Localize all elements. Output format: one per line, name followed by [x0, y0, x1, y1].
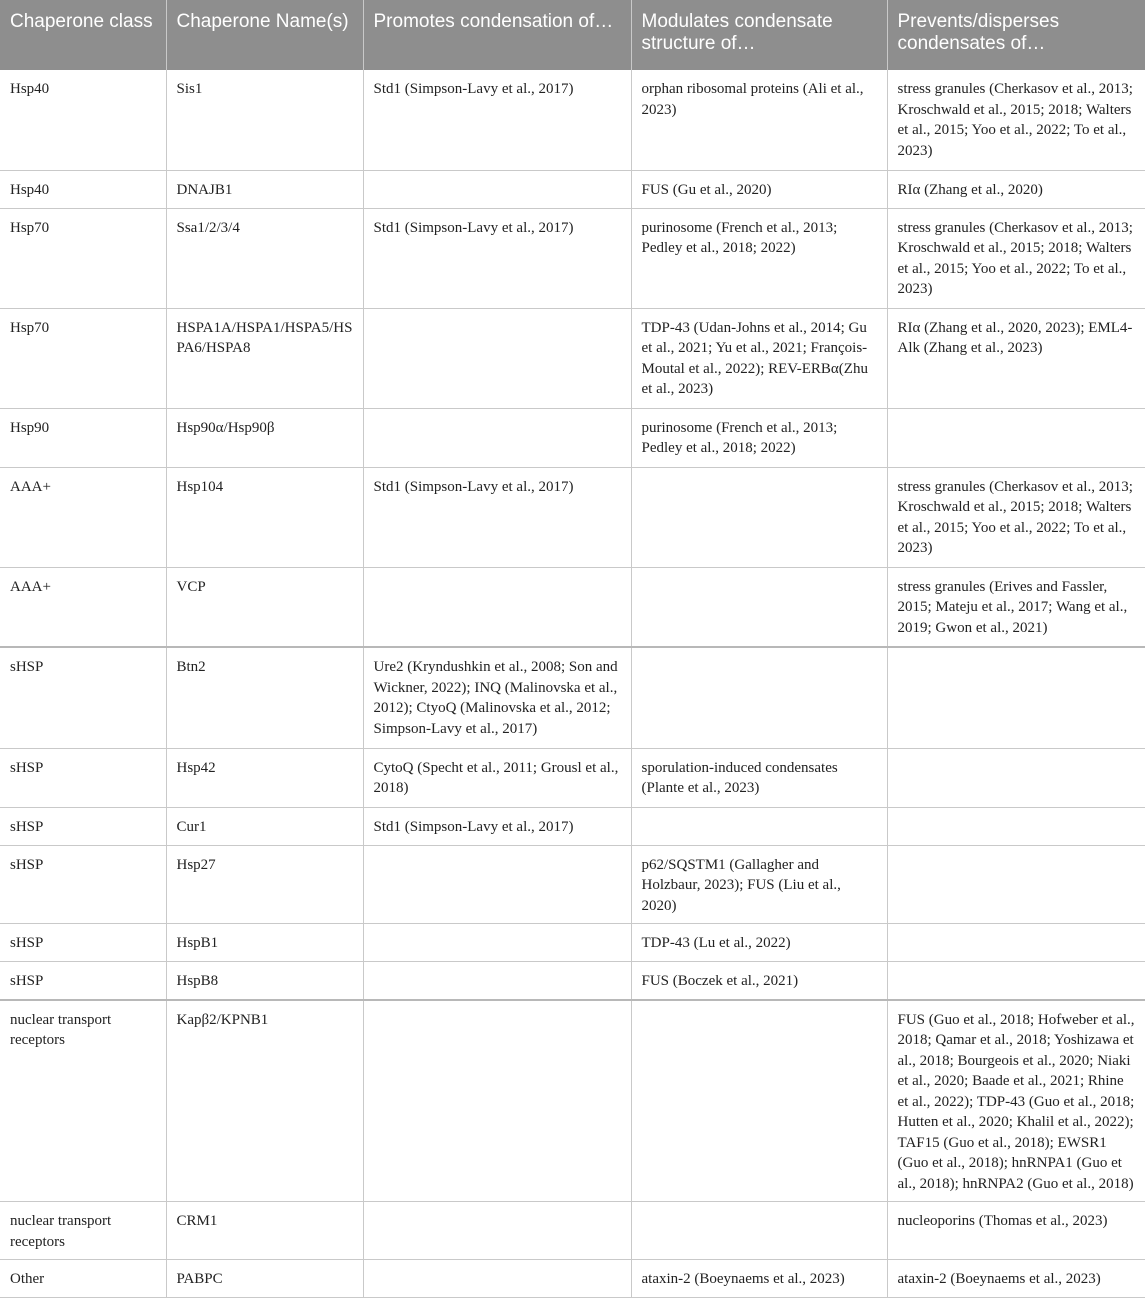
- cell-modulates: TDP-43 (Udan-Johns et al., 2014; Gu et al., 2021; Yu et al., 2021; François-Moutal et al., 2022); REV-ERBα(Zhu et al., 2023): [631, 308, 887, 408]
- table-row: [0, 1000, 1145, 1202]
- cell-class: sHSP: [0, 924, 166, 962]
- cell-prevents: RIα (Zhang et al., 2020): [887, 170, 1145, 208]
- cell-class: sHSP: [0, 807, 166, 845]
- cell-modulates: [631, 1000, 887, 1202]
- table-row: [0, 308, 1145, 408]
- table-row: [0, 1202, 1145, 1260]
- table-row: [0, 408, 1145, 467]
- table-row: [0, 845, 1145, 924]
- cell-prevents: [887, 962, 1145, 1000]
- cell-prevents: nucleoporins (Thomas et al., 2023): [887, 1202, 1145, 1260]
- cell-prevents: [887, 845, 1145, 924]
- cell-prevents: ataxin-2 (Boeynaems et al., 2023): [887, 1260, 1145, 1298]
- cell-modulates: p62/SQSTM1 (Gallagher and Holzbaur, 2023); FUS (Liu et al., 2020): [631, 845, 887, 924]
- cell-class: Hsp70: [0, 308, 166, 408]
- cell-modulates: purinosome (French et al., 2013; Pedley et al., 2018; 2022): [631, 408, 887, 467]
- header-prevents: Prevents/disperses condensates of…: [887, 0, 1145, 70]
- cell-class: sHSP: [0, 748, 166, 807]
- cell-name: Hsp27: [166, 845, 363, 924]
- cell-name: Hsp42: [166, 748, 363, 807]
- cell-name: Sis1: [166, 70, 363, 170]
- cell-class: Hsp90: [0, 408, 166, 467]
- cell-class: AAA+: [0, 567, 166, 647]
- cell-class: sHSP: [0, 845, 166, 924]
- cell-prevents: [887, 408, 1145, 467]
- table-row: [0, 748, 1145, 807]
- cell-name: HSPA1A/HSPA1/HSPA5/HSPA6/HSPA8: [166, 308, 363, 408]
- table-row: [0, 1260, 1145, 1298]
- cell-promotes: Std1 (Simpson-Lavy et al., 2017): [363, 208, 631, 308]
- cell-name: PABPC: [166, 1260, 363, 1298]
- table-row: [0, 467, 1145, 567]
- cell-prevents: stress granules (Erives and Fassler, 2015; Mateju et al., 2017; Wang et al., 2019; Gwon et al., 2021): [887, 567, 1145, 647]
- cell-promotes: [363, 845, 631, 924]
- table-row: [0, 208, 1145, 308]
- cell-class: sHSP: [0, 647, 166, 748]
- cell-modulates: [631, 807, 887, 845]
- cell-prevents: stress granules (Cherkasov et al., 2013; Kroschwald et al., 2015; 2018; Walters et al., 2015; Yoo et al., 2022; To et al., 2023): [887, 70, 1145, 170]
- cell-prevents: [887, 924, 1145, 962]
- cell-modulates: [631, 647, 887, 748]
- cell-class: AAA+: [0, 467, 166, 567]
- cell-prevents: [887, 807, 1145, 845]
- cell-name: CRM1: [166, 1202, 363, 1260]
- cell-promotes: [363, 408, 631, 467]
- table-row: [0, 807, 1145, 845]
- cell-modulates: FUS (Boczek et al., 2021): [631, 962, 887, 1000]
- table-row: [0, 924, 1145, 962]
- cell-promotes: [363, 1260, 631, 1298]
- cell-name: VCP: [166, 567, 363, 647]
- cell-class: Hsp40: [0, 70, 166, 170]
- header-chaperone-class: Chaperone class: [0, 0, 166, 70]
- cell-name: Kapβ2/KPNB1: [166, 1000, 363, 1202]
- cell-class: nuclear transport receptors: [0, 1000, 166, 1202]
- cell-name: Hsp104: [166, 467, 363, 567]
- cell-name: Btn2: [166, 647, 363, 748]
- cell-promotes: [363, 1000, 631, 1202]
- table-row: [0, 170, 1145, 208]
- cell-modulates: orphan ribosomal proteins (Ali et al., 2023): [631, 70, 887, 170]
- cell-prevents: [887, 647, 1145, 748]
- cell-name: HspB8: [166, 962, 363, 1000]
- cell-modulates: sporulation-induced condensates (Plante et al., 2023): [631, 748, 887, 807]
- cell-modulates: purinosome (French et al., 2013; Pedley et al., 2018; 2022): [631, 208, 887, 308]
- cell-promotes: [363, 1202, 631, 1260]
- cell-class: Other: [0, 1260, 166, 1298]
- table-header: [0, 0, 1145, 70]
- cell-promotes: [363, 924, 631, 962]
- cell-modulates: FUS (Gu et al., 2020): [631, 170, 887, 208]
- cell-prevents: [887, 748, 1145, 807]
- cell-prevents: FUS (Guo et al., 2018; Hofweber et al., 2018; Qamar et al., 2018; Yoshizawa et al., 2018; Bourgeois et al., 2020; Niaki et al., 2020; Baade et al., 2021; Rhine et al., 2022); TDP-43 (Guo et al., 2018; Hutten et al., 2020; Khalil et al., 2022); TAF15 (Guo et al., 2018); EWSR1 (Guo et al., 2018); hnRNPA1 (Guo et al., 2018); hnRNPA2 (Guo et al., 2018): [887, 1000, 1145, 1202]
- header-promotes: Promotes condensation of…: [363, 0, 631, 70]
- table-row: [0, 647, 1145, 748]
- cell-name: Hsp90α/Hsp90β: [166, 408, 363, 467]
- cell-name: Cur1: [166, 807, 363, 845]
- cell-prevents: stress granules (Cherkasov et al., 2013; Kroschwald et al., 2015; 2018; Walters et al., 2015; Yoo et al., 2022; To et al., 2023): [887, 208, 1145, 308]
- cell-prevents: RIα (Zhang et al., 2020, 2023); EML4-Alk (Zhang et al., 2023): [887, 308, 1145, 408]
- cell-modulates: [631, 567, 887, 647]
- table-row: [0, 70, 1145, 170]
- cell-promotes: Ure2 (Kryndushkin et al., 2008; Son and Wickner, 2022); INQ (Malinovska et al., 2012); CtyoQ (Malinovska et al., 2012; Simpson-Lavy et al., 2017): [363, 647, 631, 748]
- table-body: [0, 70, 1145, 1298]
- cell-class: nuclear transport receptors: [0, 1202, 166, 1260]
- cell-modulates: ataxin-2 (Boeynaems et al., 2023): [631, 1260, 887, 1298]
- header-modulates: Modulates condensate structure of…: [631, 0, 887, 70]
- cell-name: DNAJB1: [166, 170, 363, 208]
- cell-class: Hsp70: [0, 208, 166, 308]
- cell-name: Ssa1/2/3/4: [166, 208, 363, 308]
- cell-name: HspB1: [166, 924, 363, 962]
- header-row: [0, 0, 1145, 70]
- cell-modulates: TDP-43 (Lu et al., 2022): [631, 924, 887, 962]
- cell-promotes: Std1 (Simpson-Lavy et al., 2017): [363, 807, 631, 845]
- cell-promotes: CytoQ (Specht et al., 2011; Grousl et al., 2018): [363, 748, 631, 807]
- table-row: [0, 567, 1145, 647]
- cell-class: sHSP: [0, 962, 166, 1000]
- cell-modulates: [631, 467, 887, 567]
- table-row: [0, 962, 1145, 1000]
- cell-promotes: Std1 (Simpson-Lavy et al., 2017): [363, 70, 631, 170]
- cell-modulates: [631, 1202, 887, 1260]
- cell-promotes: [363, 962, 631, 1000]
- cell-class: Hsp40: [0, 170, 166, 208]
- header-chaperone-names: Chaperone Name(s): [166, 0, 363, 70]
- cell-promotes: Std1 (Simpson-Lavy et al., 2017): [363, 467, 631, 567]
- cell-prevents: stress granules (Cherkasov et al., 2013; Kroschwald et al., 2015; 2018; Walters et al., 2015; Yoo et al., 2022; To et al., 2023): [887, 467, 1145, 567]
- cell-promotes: [363, 170, 631, 208]
- cell-promotes: [363, 567, 631, 647]
- cell-promotes: [363, 308, 631, 408]
